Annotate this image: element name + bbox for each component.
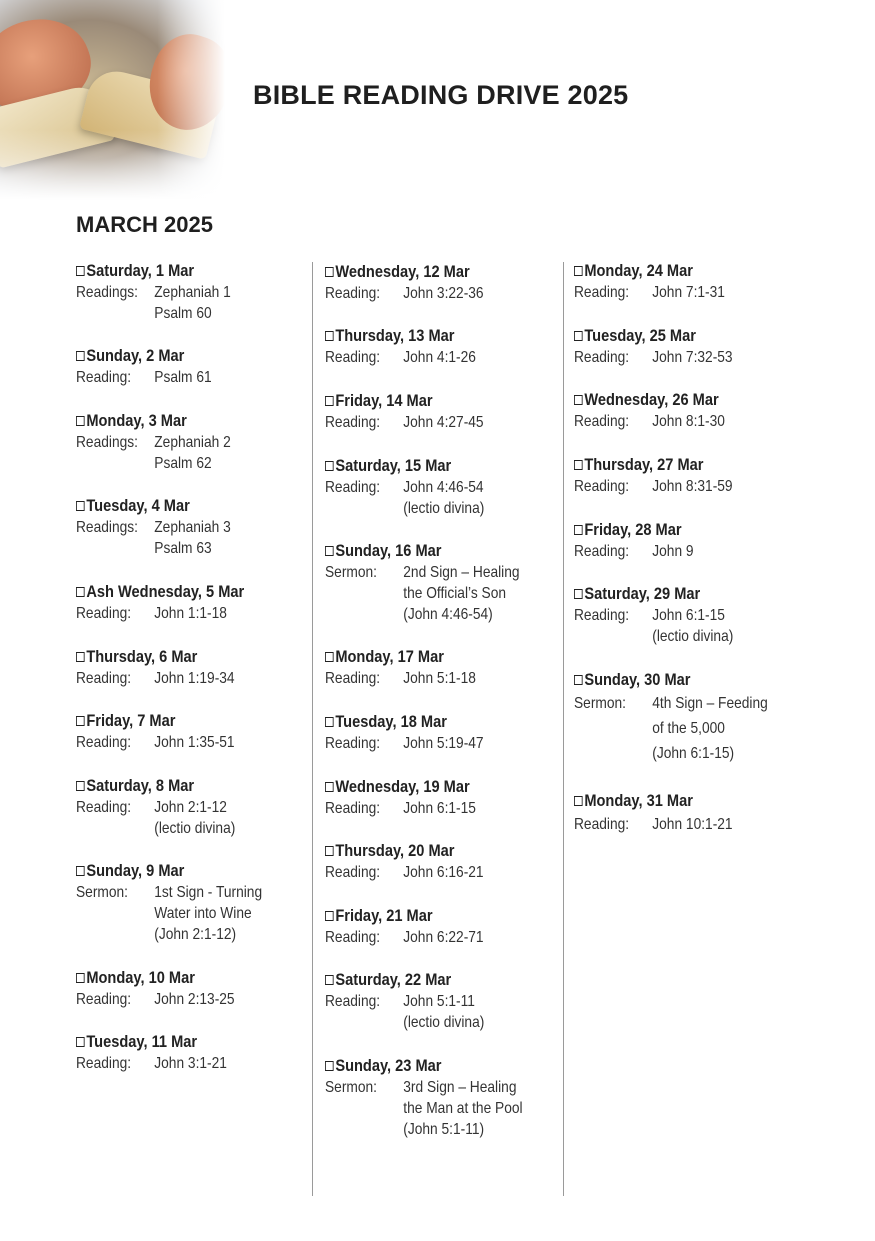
day-entry bbox=[76, 260, 306, 324]
entry-label: Reading: bbox=[76, 605, 132, 622]
day-heading: Monday, 31 Mar bbox=[584, 791, 693, 810]
page-title: BIBLE READING DRIVE 2025 bbox=[253, 80, 629, 110]
checkbox-icon[interactable] bbox=[76, 351, 85, 361]
entry-line: of the 5,000 bbox=[652, 720, 725, 737]
entry-line: (lectio divina) bbox=[403, 500, 485, 517]
checkbox-icon[interactable] bbox=[574, 460, 583, 470]
day-entry bbox=[76, 495, 306, 559]
entry-label: Reading: bbox=[76, 799, 132, 816]
checkbox-icon[interactable] bbox=[325, 652, 334, 662]
checkbox-icon[interactable] bbox=[574, 589, 583, 599]
day-entry bbox=[325, 905, 555, 948]
checkbox-icon[interactable] bbox=[325, 546, 334, 556]
checkbox-icon[interactable] bbox=[574, 796, 583, 806]
checkbox-icon[interactable] bbox=[574, 331, 583, 341]
day-heading: Tuesday, 4 Mar bbox=[86, 496, 190, 515]
day-heading: Tuesday, 11 Mar bbox=[86, 1032, 198, 1051]
checkbox-icon[interactable] bbox=[76, 266, 85, 276]
day-entry bbox=[325, 261, 555, 304]
entry-label: Reading: bbox=[325, 929, 381, 946]
entry-line: (John 2:1-12) bbox=[154, 926, 237, 943]
day-heading: Friday, 14 Mar bbox=[335, 391, 433, 410]
checkbox-icon[interactable] bbox=[325, 331, 334, 341]
day-entry bbox=[76, 1031, 306, 1074]
checkbox-icon[interactable] bbox=[325, 1061, 334, 1071]
checkbox-icon[interactable] bbox=[76, 716, 85, 726]
entry-line: 1st Sign - Turning bbox=[154, 884, 263, 901]
entry-line: Zephaniah 2 bbox=[154, 434, 231, 451]
checkbox-icon[interactable] bbox=[76, 416, 85, 426]
entry-line: John 8:31-59 bbox=[652, 478, 733, 495]
day-entry bbox=[325, 840, 555, 883]
entry-label: Readings: bbox=[76, 284, 138, 301]
day-entry bbox=[574, 583, 824, 647]
day-heading: Saturday, 29 Mar bbox=[584, 584, 701, 603]
checkbox-icon[interactable] bbox=[325, 717, 334, 727]
day-heading: Sunday, 2 Mar bbox=[86, 346, 185, 365]
entry-label: Sermon: bbox=[76, 884, 129, 901]
bible-reading-photo bbox=[0, 0, 225, 200]
entry-line: John 1:35-51 bbox=[154, 734, 235, 751]
entry-line: John 6:16-21 bbox=[403, 864, 484, 881]
entry-line: John 7:1-31 bbox=[652, 284, 725, 301]
entry-line: John 6:1-15 bbox=[652, 607, 725, 624]
entry-line: John 4:46-54 bbox=[403, 479, 484, 496]
entry-line: John 3:22-36 bbox=[403, 285, 484, 302]
checkbox-icon[interactable] bbox=[76, 1037, 85, 1047]
day-heading: Thursday, 20 Mar bbox=[335, 841, 455, 860]
entry-label: Readings: bbox=[76, 434, 138, 451]
entry-label: Reading: bbox=[574, 284, 630, 301]
day-entry bbox=[325, 1055, 555, 1140]
entry-line: the Man at the Pool bbox=[403, 1100, 523, 1117]
entry-line: Psalm 62 bbox=[154, 455, 212, 472]
day-entry bbox=[574, 454, 824, 497]
day-entry bbox=[325, 540, 555, 625]
entry-label: Reading: bbox=[76, 369, 132, 386]
day-heading: Friday, 28 Mar bbox=[584, 520, 682, 539]
checkbox-icon[interactable] bbox=[325, 911, 334, 921]
day-heading: Monday, 3 Mar bbox=[86, 411, 187, 430]
day-heading: Monday, 10 Mar bbox=[86, 968, 195, 987]
entry-label: Reading: bbox=[76, 734, 132, 751]
entry-label: Sermon: bbox=[325, 564, 378, 581]
entry-line: John 5:1-18 bbox=[403, 670, 476, 687]
day-heading: Friday, 7 Mar bbox=[86, 711, 176, 730]
entry-line: John 6:22-71 bbox=[403, 929, 484, 946]
entry-label: Reading: bbox=[574, 543, 630, 560]
entry-label: Reading: bbox=[325, 993, 381, 1010]
entry-line: Psalm 60 bbox=[154, 305, 212, 322]
entry-label: Reading: bbox=[325, 349, 381, 366]
entry-label: Reading: bbox=[325, 735, 381, 752]
checkbox-icon[interactable] bbox=[325, 267, 334, 277]
entry-label: Reading: bbox=[325, 670, 381, 687]
entry-line: John 1:1-18 bbox=[154, 605, 227, 622]
entry-label: Reading: bbox=[325, 800, 381, 817]
day-entry bbox=[76, 967, 306, 1010]
entry-label: Reading: bbox=[325, 479, 381, 496]
checkbox-icon[interactable] bbox=[574, 266, 583, 276]
entry-line: 2nd Sign – Healing bbox=[403, 564, 520, 581]
entry-line: John 2:1-12 bbox=[154, 799, 227, 816]
day-heading: Monday, 17 Mar bbox=[335, 647, 444, 666]
day-heading: Wednesday, 19 Mar bbox=[335, 777, 470, 796]
entry-line: John 4:1-26 bbox=[403, 349, 476, 366]
day-heading: Sunday, 30 Mar bbox=[584, 670, 691, 689]
checkbox-icon[interactable] bbox=[325, 782, 334, 792]
checkbox-icon[interactable] bbox=[76, 501, 85, 511]
entry-line: the Official’s Son bbox=[403, 585, 507, 602]
checkbox-icon[interactable] bbox=[574, 395, 583, 405]
entry-line: John 3:1-21 bbox=[154, 1055, 227, 1072]
entry-label: Reading: bbox=[574, 816, 630, 833]
entry-line: Psalm 63 bbox=[154, 540, 212, 557]
entry-line: Psalm 61 bbox=[154, 369, 212, 386]
day-entry bbox=[325, 776, 555, 819]
day-entry bbox=[76, 646, 306, 689]
entry-line: John 1:19-34 bbox=[154, 670, 235, 687]
entry-line: 3rd Sign – Healing bbox=[403, 1079, 517, 1096]
entry-label: Reading: bbox=[325, 285, 381, 302]
checkbox-icon[interactable] bbox=[574, 675, 583, 685]
checkbox-icon[interactable] bbox=[76, 587, 85, 597]
day-entry bbox=[76, 410, 306, 474]
day-heading: Thursday, 27 Mar bbox=[584, 455, 704, 474]
entry-line: (lectio divina) bbox=[154, 820, 236, 837]
day-entry bbox=[76, 775, 306, 839]
day-heading: Saturday, 1 Mar bbox=[86, 261, 195, 280]
entry-label: Reading: bbox=[76, 670, 132, 687]
day-heading: Wednesday, 12 Mar bbox=[335, 262, 470, 281]
entry-line: (lectio divina) bbox=[403, 1014, 485, 1031]
day-entry bbox=[574, 790, 824, 837]
checkbox-icon[interactable] bbox=[76, 973, 85, 983]
day-entry bbox=[76, 581, 306, 624]
day-heading: Saturday, 8 Mar bbox=[86, 776, 195, 795]
entry-label: Readings: bbox=[76, 519, 138, 536]
day-entry bbox=[325, 711, 555, 754]
day-heading: Saturday, 15 Mar bbox=[335, 456, 452, 475]
day-entry bbox=[325, 325, 555, 368]
day-entry bbox=[574, 669, 824, 766]
checkbox-icon[interactable] bbox=[325, 396, 334, 406]
checkbox-icon[interactable] bbox=[325, 975, 334, 985]
entry-line: Zephaniah 3 bbox=[154, 519, 231, 536]
checkbox-icon[interactable] bbox=[325, 846, 334, 856]
day-heading: Ash Wednesday, 5 Mar bbox=[86, 582, 245, 601]
entry-line: John 5:1-11 bbox=[403, 993, 475, 1010]
entry-label: Reading: bbox=[574, 478, 630, 495]
checkbox-icon[interactable] bbox=[76, 781, 85, 791]
day-entry bbox=[325, 455, 555, 519]
day-heading: Sunday, 9 Mar bbox=[86, 861, 185, 880]
day-heading: Thursday, 13 Mar bbox=[335, 326, 455, 345]
day-heading: Sunday, 16 Mar bbox=[335, 541, 442, 560]
entry-label: Reading: bbox=[76, 1055, 132, 1072]
column-divider bbox=[563, 262, 564, 1196]
entry-label: Reading: bbox=[325, 414, 381, 431]
day-heading: Tuesday, 25 Mar bbox=[584, 326, 696, 345]
day-entry bbox=[325, 646, 555, 689]
day-heading: Saturday, 22 Mar bbox=[335, 970, 452, 989]
day-entry bbox=[574, 325, 824, 368]
entry-label: Sermon: bbox=[574, 695, 627, 712]
entry-line: John 10:1-21 bbox=[652, 816, 733, 833]
entry-label: Reading: bbox=[574, 413, 630, 430]
entry-line: John 7:32-53 bbox=[652, 349, 733, 366]
entry-line: (John 6:1-15) bbox=[652, 745, 735, 762]
checkbox-icon[interactable] bbox=[574, 525, 583, 535]
day-heading: Wednesday, 26 Mar bbox=[584, 390, 719, 409]
day-entry bbox=[574, 519, 824, 562]
entry-label: Reading: bbox=[574, 349, 630, 366]
day-entry bbox=[325, 969, 555, 1033]
entry-label: Reading: bbox=[574, 607, 630, 624]
entry-line: John 4:27-45 bbox=[403, 414, 484, 431]
entry-line: John 5:19-47 bbox=[403, 735, 484, 752]
day-entry bbox=[76, 710, 306, 753]
entry-line: (John 5:1-11) bbox=[403, 1121, 485, 1138]
day-entry bbox=[76, 345, 306, 388]
day-entry bbox=[76, 860, 306, 945]
entry-line: John 8:1-30 bbox=[652, 413, 725, 430]
month-heading: MARCH 2025 bbox=[76, 212, 213, 237]
entry-line: (John 4:46-54) bbox=[403, 606, 493, 623]
checkbox-icon[interactable] bbox=[325, 461, 334, 471]
checkbox-icon[interactable] bbox=[76, 652, 85, 662]
day-entry bbox=[325, 390, 555, 433]
day-entry bbox=[574, 389, 824, 432]
entry-line: John 2:13-25 bbox=[154, 991, 235, 1008]
day-heading: Friday, 21 Mar bbox=[335, 906, 433, 925]
entry-line: John 9 bbox=[652, 543, 694, 560]
entry-line: John 6:1-15 bbox=[403, 800, 476, 817]
entry-line: (lectio divina) bbox=[652, 628, 734, 645]
day-entry bbox=[574, 260, 824, 303]
entry-label: Reading: bbox=[325, 864, 381, 881]
entry-label: Reading: bbox=[76, 991, 132, 1008]
entry-line: 4th Sign – Feeding bbox=[652, 695, 768, 712]
checkbox-icon[interactable] bbox=[76, 866, 85, 876]
day-heading: Thursday, 6 Mar bbox=[86, 647, 198, 666]
entry-line: Zephaniah 1 bbox=[154, 284, 231, 301]
entry-label: Sermon: bbox=[325, 1079, 378, 1096]
entry-line: Water into Wine bbox=[154, 905, 252, 922]
day-heading: Monday, 24 Mar bbox=[584, 261, 693, 280]
day-heading: Sunday, 23 Mar bbox=[335, 1056, 442, 1075]
column-divider bbox=[312, 262, 313, 1196]
day-heading: Tuesday, 18 Mar bbox=[335, 712, 447, 731]
